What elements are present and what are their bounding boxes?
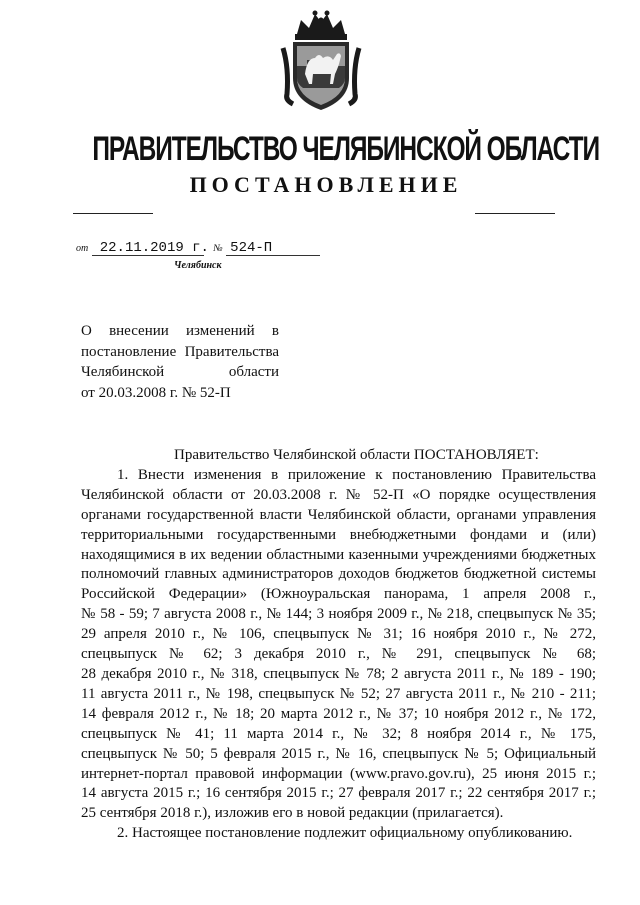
body-line: 28 декабря 2010 г., № 318, спецвыпуск № 78; 2 августа 2011 г., № 189 - 190;: [81, 665, 596, 682]
document-body: [81, 446, 596, 844]
number-label: №: [213, 243, 223, 254]
subject-line: О внесении изменений в: [81, 323, 279, 339]
body-line: находящимися в их ведении областными казенными учреждениями бюджетных: [81, 546, 596, 563]
city-label: Челябинск: [174, 260, 222, 271]
document-subject: [81, 321, 279, 403]
body-line: спецвыпуск № 62; 3 декабря 2010 г., № 291, спецвыпуск № 68;: [81, 646, 596, 663]
body-line: 11 августа 2011 г., № 198, спецвыпуск № 52; 27 августа 2011 г., № 210 - 211;: [81, 685, 596, 702]
body-line: 2. Настоящее постановление подлежит официальному опубликованию.: [117, 825, 573, 842]
date-number-line: [76, 240, 320, 256]
subject-line: Челябинской области: [81, 364, 279, 380]
body-line: 14 февраля 2012 г., № 18; 20 марта 2012 г., № 37; 10 ноября 2012 г., № 172,: [81, 705, 596, 722]
body-line: полномочий главных администраторов доходов бюджетов бюджетной системы: [81, 566, 596, 583]
document-number: 524-П: [226, 241, 320, 256]
divider-right: [475, 213, 555, 214]
body-line: территориальными государственными внебюджетными фондами и (или): [81, 526, 596, 543]
subject-line: постановление Правительства: [81, 343, 279, 360]
body-line: 25 сентября 2018 г.), изложив его в новой редакции (прилагается).: [81, 805, 504, 822]
body-line: интернет-портал правовой информации (www.pravo.gov.ru), 25 июня 2015 г.;: [81, 765, 596, 782]
body-line: № 58 - 59; 7 августа 2008 г., № 144; 3 ноября 2009 г., № 218, спецвыпуск № 35;: [81, 606, 596, 623]
body-line: органами государственной власти Челябинской области, органами управления: [81, 506, 596, 523]
body-line: 29 апреля 2010 г., № 106, спецвыпуск № 31; 16 ноября 2010 г., № 272,: [81, 626, 596, 643]
body-line: 1. Внести изменения в приложение к постановлению Правительства: [117, 466, 596, 483]
body-line: спецвыпуск № 41; 11 марта 2014 г., № 32; 8 ноября 2014 г., № 175,: [81, 725, 596, 742]
document-date: 22.11.2019 г.: [92, 241, 204, 256]
chelyabinsk-coat-of-arms-icon: [279, 8, 363, 114]
body-line: спецвыпуск № 50; 5 февраля 2015 г., № 16, спецвыпуск № 5; Официальный: [81, 745, 596, 762]
from-label: от: [76, 243, 89, 254]
organization-title: ПРАВИТЕЛЬСТВО ЧЕЛЯБИНСКОЙ ОБЛАСТИ: [92, 130, 599, 168]
body-line: 14 августа 2015 г.; 16 сентября 2015 г.; 27 февраля 2017 г.; 22 сентября 2017 г.;: [81, 785, 596, 802]
subject-line: от 20.03.2008 г. № 52-П: [81, 384, 231, 401]
body-line: Челябинской области от 20.03.2008 г. № 52-П «О порядке осуществления: [81, 486, 596, 503]
divider-left: [73, 213, 153, 214]
body-line: Российской Федерации» (Южноуральская панорама, 1 апреля 2008 г.,: [81, 586, 596, 603]
document-type: ПОСТАНОВЛЕНИЕ: [189, 172, 463, 197]
body-preamble: Правительство Челябинской области ПОСТАНОВЛЯЕТ:: [174, 447, 539, 463]
